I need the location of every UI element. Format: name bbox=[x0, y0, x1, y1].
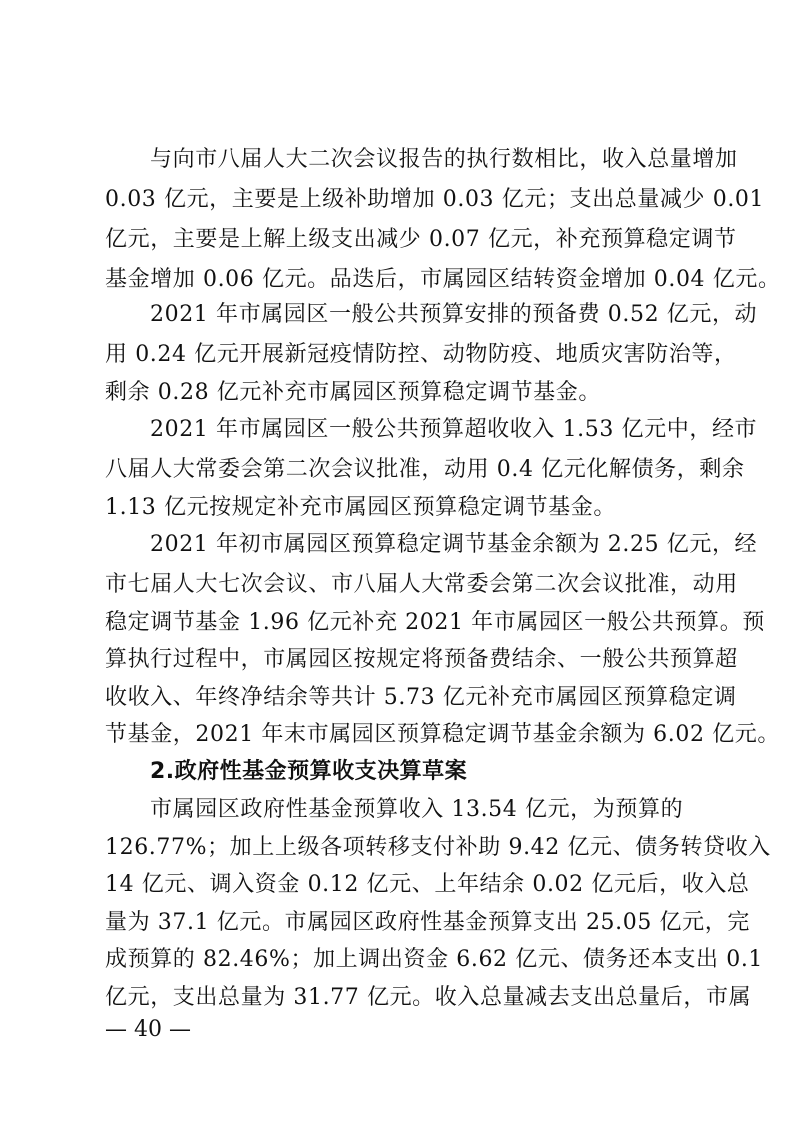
paragraph-5-line-5: 成预算的 82.46%；加上调出资金 6.62 亿元、债务还本支出 0.1 bbox=[105, 947, 764, 972]
paragraph-4-line-6: 节基金，2021 年末市属园区预算稳定调节基金余额为 6.02 亿元。 bbox=[105, 722, 780, 747]
paragraph-4-line-3: 稳定调节基金 1.96 亿元补充 2021 年市属园区一般公共预算。预 bbox=[105, 610, 765, 635]
paragraph-3-line-1: 2021 年市属园区一般公共预算超收收入 1.53 亿元中，经市 bbox=[150, 417, 758, 442]
paragraph-3-line-3: 1.13 亿元按规定补充市属园区预算稳定调节基金。 bbox=[105, 495, 616, 520]
paragraph-3-line-2: 八届人大常委会第二次会议批准，动用 0.4 亿元化解债务，剩余 bbox=[105, 457, 745, 482]
page-number: — 40 — bbox=[105, 1017, 191, 1042]
paragraph-1-line-1: 与向市八届人大二次会议报告的执行数相比，收入总量增加 bbox=[150, 147, 738, 172]
paragraph-4-line-4: 算执行过程中，市属园区按规定将预备费结余、一般公共预算超 bbox=[105, 647, 738, 672]
paragraph-5-line-2: 126.77%；加上上级各项转移支付补助 9.42 亿元、债务转贷收入 bbox=[105, 835, 771, 860]
paragraph-1-line-4: 基金增加 0.06 亿元。品迭后，市属园区结转资金增加 0.04 亿元。 bbox=[105, 267, 781, 292]
paragraph-5-line-1: 市属园区政府性基金预算收入 13.54 亿元，为预算的 bbox=[150, 797, 684, 822]
section-heading: 2.政府性基金预算收支决算草案 bbox=[150, 759, 468, 784]
paragraph-4-line-1: 2021 年初市属园区预算稳定调节基金余额为 2.25 亿元，经 bbox=[150, 532, 758, 557]
paragraph-5-line-4: 量为 37.1 亿元。市属园区政府性基金预算支出 25.05 亿元，完 bbox=[105, 910, 750, 935]
paragraph-2-line-3: 剩余 0.28 亿元补充市属园区预算稳定调节基金。 bbox=[105, 380, 601, 405]
paragraph-2-line-2: 用 0.24 亿元开展新冠疫情防控、动物防疫、地质灾害防治等， bbox=[105, 342, 737, 367]
paragraph-1-line-2: 0.03 亿元，主要是上级补助增加 0.03 亿元；支出总量减少 0.01 bbox=[105, 187, 765, 212]
paragraph-5-line-3: 14 亿元、调入资金 0.12 亿元、上年结余 0.02 亿元后，收入总 bbox=[105, 872, 750, 897]
paragraph-5-line-6: 亿元，支出总量为 31.77 亿元。收入总量减去支出总量后，市属 bbox=[105, 985, 752, 1010]
paragraph-1-line-3: 亿元，主要是上解上级支出减少 0.07 亿元，补充预算稳定调节 bbox=[105, 227, 737, 252]
paragraph-4-line-2: 市七届人大七次会议、市八届人大常委会第二次会议批准，动用 bbox=[105, 572, 738, 597]
paragraph-2-line-1: 2021 年市属园区一般公共预算安排的预备费 0.52 亿元，动 bbox=[150, 302, 758, 327]
paragraph-4-line-5: 收收入、年终净结余等共计 5.73 亿元补充市属园区预算稳定调 bbox=[105, 685, 737, 710]
